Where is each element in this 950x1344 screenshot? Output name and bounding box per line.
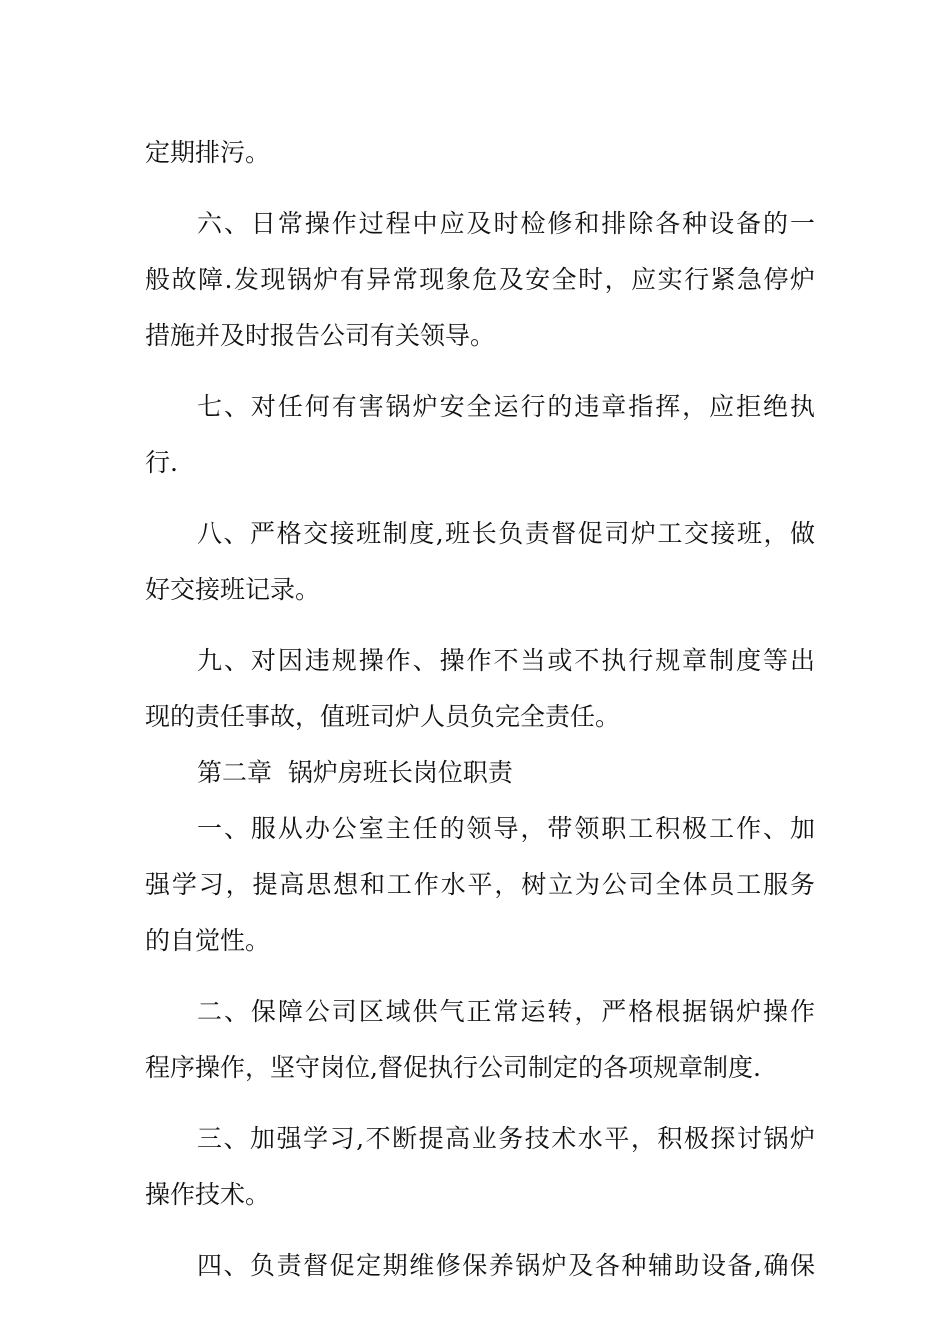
text-line: 九、对因违规操作、操作不当或不执行规章制度等出 [197,646,815,675]
paragraph [145,506,815,618]
text-line: 措施并及时报告公司有关领导。 [145,321,496,350]
chapter-title: 第二章 锅炉房班长岗位职责 [197,758,513,787]
paragraph [145,196,815,364]
text-line: 行. [145,448,178,477]
text-line: 一、服从办公室主任的领导，带领职工积极工作、加 [197,814,815,843]
paragraph [145,801,815,969]
text-line: 四、负责督促定期维修保养锅炉及各种辅助设备,确保 [197,1251,815,1280]
paragraph [145,633,815,745]
text-line: 定期排污。 [145,138,271,167]
paragraph [145,125,815,181]
paragraph [145,1238,815,1294]
document-body [145,125,815,1294]
text-line: 强学习，提高思想和工作水平，树立为公司全体员工服务 [145,870,815,899]
paragraph [145,1111,815,1223]
text-line: 的自觉性。 [145,926,271,955]
text-line: 二、保障公司区域供气正常运转，严格根据锅炉操作 [197,997,815,1026]
text-line: 好交接班记录。 [145,575,321,604]
chapter-heading [145,745,815,801]
paragraph [145,379,815,491]
text-line: 操作技术。 [145,1180,271,1209]
text-line: 般故障.发现锅炉有异常现象危及安全时，应实行紧急停炉 [145,265,815,294]
text-line: 三、加强学习,不断提高业务技术水平，积极探讨锅炉 [197,1124,815,1153]
text-line: 程序操作，坚守岗位,督促执行公司制定的各项规章制度. [145,1053,761,1082]
text-line: 八、严格交接班制度,班长负责督促司炉工交接班，做 [197,519,815,548]
paragraph [145,984,815,1096]
text-line: 现的责任事故，值班司炉人员负完全责任。 [145,702,621,731]
text-line: 七、对任何有害锅炉安全运行的违章指挥，应拒绝执 [197,392,815,421]
text-line: 六、日常操作过程中应及时检修和排除各种设备的一 [197,209,815,238]
